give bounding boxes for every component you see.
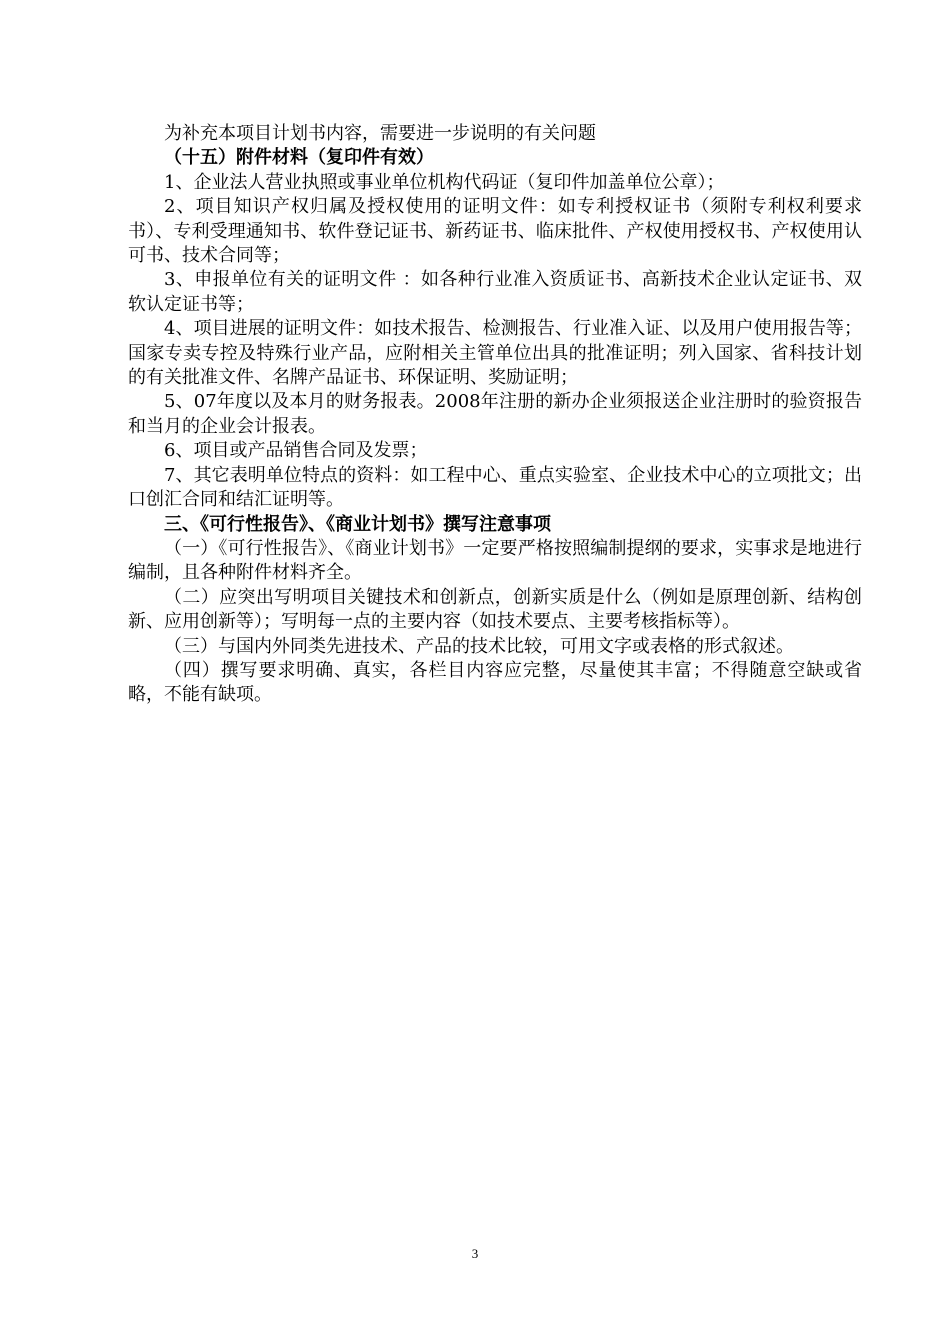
page-number: 3: [471, 1246, 479, 1261]
attachment-item-2: 2、项目知识产权归属及授权使用的证明文件：如专利授权证书（须附专利权利要求书）、专利受理通知书、软件登记证书、新药证书、临床批件、产权使用授权书、产权使用认可书、技术合同等；: [128, 196, 862, 267]
document-body: [128, 122, 862, 708]
attachment-item-6: 6、项目或产品销售合同及发票；: [164, 440, 428, 462]
writing-note-2: （二）应突出写明项目关键技术和创新点，创新实质是什么（例如是原理创新、结构创新、应用创新等）；写明每一点的主要内容（如技术要点、主要考核指标等）。: [128, 586, 862, 633]
attachment-item-7: 7、其它表明单位特点的资料：如工程中心、重点实验室、企业技术中心的立项批文；出口创汇合同和结汇证明等。: [128, 464, 862, 511]
attachment-item-4: 4、项目进展的证明文件：如技术报告、检测报告、行业准入证、以及用户使用报告等；国家专卖专控及特殊行业产品，应附相关主管单位出具的批准证明；列入国家、省科技计划的有关批准文件、名牌产品证书、环保证明、奖励证明；: [128, 318, 862, 389]
writing-note-4: （四）撰写要求明确、真实，各栏目内容应完整，尽量使其丰富；不得随意空缺或省略，不能有缺项。: [128, 659, 862, 706]
section-heading-attachments: （十五）附件材料（复印件有效）: [164, 147, 434, 169]
attachment-item-1: 1、企业法人营业执照或事业单位机构代码证（复印件加盖单位公章）；: [164, 171, 725, 193]
attachment-item-3: 3、申报单位有关的证明文件 ：如各种行业准入资质证书、高新技术企业认定证书、双软认定证书等；: [128, 269, 862, 315]
section-heading-writing-notes: 三、《可行性报告》、《商业计划书》撰写注意事项: [164, 513, 551, 535]
intro-paragraph: 为补充本项目计划书内容，需要进一步说明的有关问题: [164, 123, 596, 144]
writing-note-1: （一）《可行性报告》、《商业计划书》一定要严格按照编制提纲的要求，实事求是地进行编制，且各种附件材料齐全。: [128, 537, 862, 584]
writing-note-3: （三）与国内外同类先进技术、产品的技术比较，可用文字或表格的形式叙述。: [164, 635, 794, 657]
attachment-item-5: 5、07年度以及本月的财务报表。2008年注册的新办企业须报送企业注册时的验资报告和当月的企业会计报表。: [128, 391, 862, 437]
